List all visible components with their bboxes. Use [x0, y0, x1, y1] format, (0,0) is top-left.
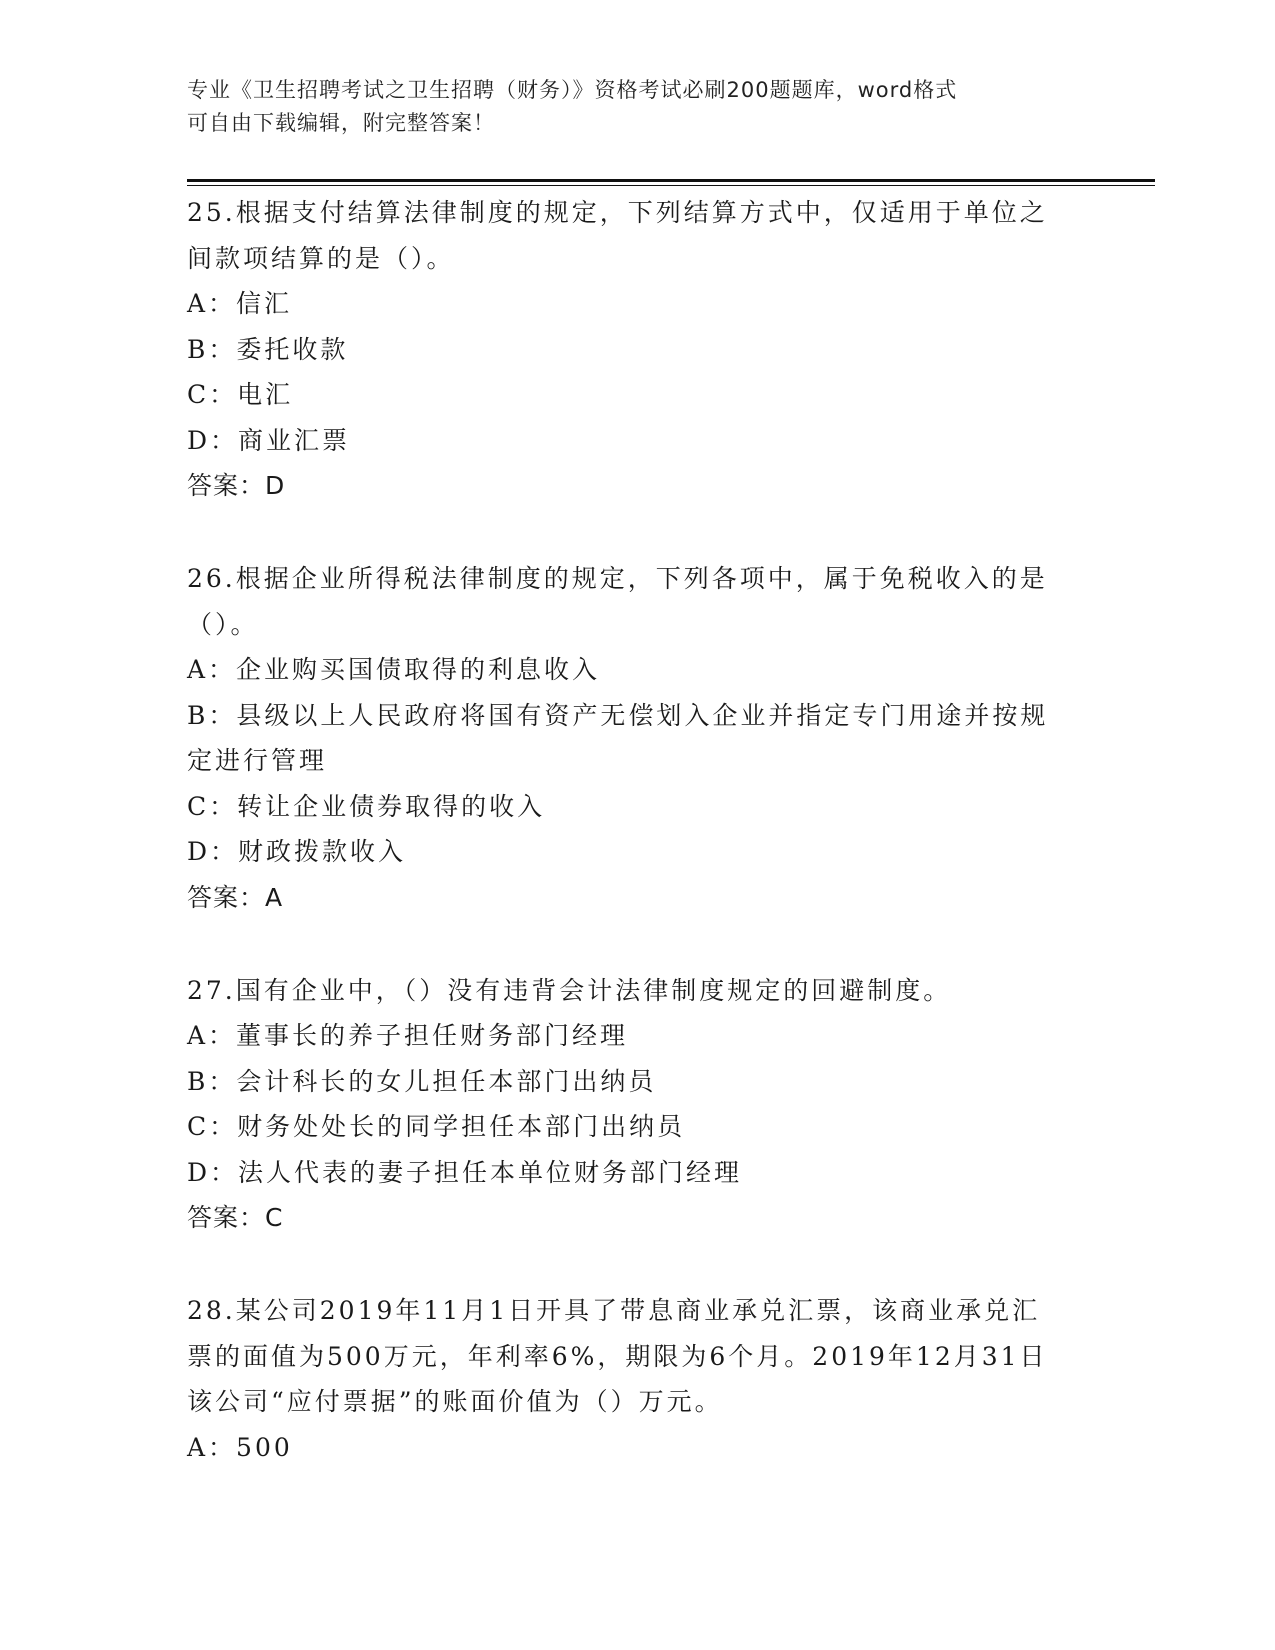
question-stem: 该公司“应付票据”的账面价值为（）万元。	[187, 1387, 723, 1416]
question-option: A：500	[187, 1432, 293, 1462]
question-stem: 25.根据支付结算法律制度的规定，下列结算方式中，仅适用于单位之	[187, 198, 1048, 227]
document-header	[187, 74, 1087, 140]
question-option: 定进行管理	[187, 746, 328, 775]
question-option: B：县级以上人民政府将国有资产无偿划入企业并指定专门用途并按规	[187, 700, 1049, 730]
header-divider-thin	[187, 185, 1155, 186]
header-line-2: 可自由下载编辑，附完整答案！	[187, 111, 495, 135]
question-option: D：法人代表的妻子担任本单位财务部门经理	[187, 1157, 743, 1187]
question-option: A：信汇	[187, 289, 293, 318]
header-line-1: 专业《卫生招聘考试之卫生招聘（财务）》资格考试必刷200题题库，word格式	[187, 78, 958, 102]
question-block	[187, 968, 1087, 1242]
question-option: A：董事长的养子担任财务部门经理	[187, 1021, 629, 1050]
question-block	[187, 190, 1087, 509]
question-block	[187, 1288, 1087, 1470]
question-stem: 间款项结算的是（）。	[187, 243, 455, 273]
answer-key: 答案：D	[187, 471, 286, 500]
answer-key: 答案：A	[187, 882, 284, 912]
header-divider-thick	[187, 179, 1155, 182]
question-option: D：商业汇票	[187, 425, 351, 455]
question-stem: （）。	[187, 609, 259, 639]
question-option: C：转让企业债券取得的收入	[187, 791, 546, 821]
question-option: B：会计科长的女儿担任本部门出纳员	[187, 1066, 657, 1096]
question-option: B：委托收款	[187, 334, 349, 364]
question-stem: 27.国有企业中，（）没有违背会计法律制度规定的回避制度。	[187, 975, 952, 1005]
question-option: D：财政拨款收入	[187, 837, 407, 866]
question-list	[187, 190, 1087, 1517]
question-stem: 26.根据企业所得税法律制度的规定，下列各项中，属于免税收入的是	[187, 564, 1048, 593]
question-block	[187, 556, 1087, 921]
answer-key: 答案：C	[187, 1203, 284, 1232]
question-option: C：财务处处长的同学担任本部门出纳员	[187, 1112, 686, 1141]
question-option: A：企业购买国债取得的利息收入	[187, 655, 601, 684]
question-stem: 票的面值为500万元，年利率6%，期限为6个月。2019年12月31日	[187, 1341, 1048, 1371]
question-option: C：电汇	[187, 380, 294, 409]
question-stem: 28.某公司2019年11月1日开具了带息商业承兑汇票，该商业承兑汇	[187, 1296, 1041, 1325]
